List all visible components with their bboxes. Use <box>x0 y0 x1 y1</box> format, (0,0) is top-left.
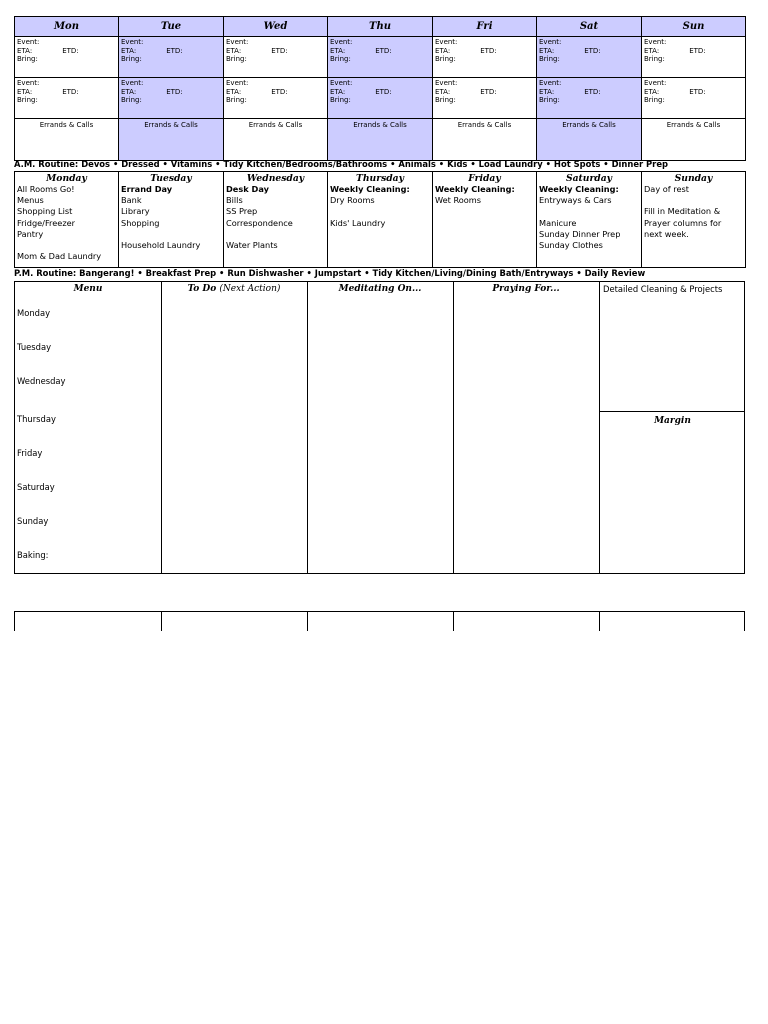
errands-row <box>15 119 746 161</box>
errands-label: Errands & Calls <box>144 121 198 129</box>
strip-col-2 <box>161 612 308 631</box>
event-row-2 <box>15 78 746 119</box>
etd-label: ETD: <box>166 46 183 55</box>
errands-label: Errands & Calls <box>248 121 303 129</box>
focus-task: Day of rest <box>644 184 689 194</box>
bring-label: Bring: <box>539 55 560 64</box>
eta-label: ETA: <box>539 46 555 55</box>
focus-blank-line <box>226 229 325 240</box>
detailed-cleaning-box <box>600 282 745 412</box>
etd-label: ETD: <box>166 87 183 96</box>
event-label: Event: <box>226 38 249 46</box>
focus-cell-friday <box>433 172 537 268</box>
event-label: Event: <box>435 38 458 46</box>
eta-label: ETA: <box>17 87 33 96</box>
errands-cell-thu[interactable] <box>328 119 433 161</box>
focus-task: Prayer columns for <box>644 217 722 228</box>
event-cell-tue[interactable] <box>119 37 224 78</box>
event-label: Event: <box>539 79 562 87</box>
day-header-mon: Mon <box>15 17 119 37</box>
focus-task: Wet Rooms <box>435 195 482 206</box>
eta-label: ETA: <box>226 46 242 55</box>
bring-label: Bring: <box>226 55 247 64</box>
focus-cell-thursday <box>328 172 433 268</box>
focus-task: Pantry <box>17 228 44 239</box>
etd-label: ETD: <box>689 46 706 55</box>
focus-cell-tuesday <box>119 172 224 268</box>
todo-header <box>161 284 307 294</box>
focus-cell-sunday <box>642 172 746 268</box>
meditating-column <box>307 282 454 573</box>
eta-label: ETA: <box>17 46 33 55</box>
menu-day-label: Baking: <box>17 550 49 560</box>
eta-label: ETA: <box>539 87 555 96</box>
bring-label: Bring: <box>17 96 38 105</box>
errands-cell-sun[interactable] <box>642 119 746 161</box>
menu-day-label: Tuesday <box>17 342 52 352</box>
focus-task: Weekly Cleaning: <box>330 184 410 194</box>
daily-focus-row <box>15 172 746 268</box>
etd-label: ETD: <box>480 87 497 96</box>
bring-label: Bring: <box>435 96 456 105</box>
bring-label: Bring: <box>17 55 38 64</box>
event-label: Event: <box>121 38 144 46</box>
event-cell-fri[interactable] <box>433 37 537 78</box>
focus-task: Weekly Cleaning: <box>539 184 619 194</box>
bring-label: Bring: <box>226 96 247 105</box>
focus-blank-line <box>539 206 639 217</box>
focus-cell-wednesday <box>224 172 328 268</box>
menu-column <box>15 282 162 573</box>
focus-task: next week. <box>644 228 689 239</box>
menu-day-label: Wednesday <box>17 376 66 386</box>
event-label: Event: <box>435 79 458 87</box>
bring-label: Bring: <box>330 55 351 64</box>
focus-day-title: Tuesday <box>150 173 192 184</box>
focus-task: Correspondence <box>226 217 293 228</box>
focus-blank-line <box>17 240 116 251</box>
event-cell-sun[interactable] <box>642 78 746 119</box>
eta-label: ETA: <box>121 87 137 96</box>
errands-label: Errands & Calls <box>457 121 512 129</box>
event-cell-sun[interactable] <box>642 37 746 78</box>
focus-task: SS Prep <box>226 206 258 217</box>
day-header-fri: Fri <box>433 17 537 37</box>
focus-day-title: Thursday <box>356 173 404 184</box>
am-routine-label: A.M. Routine: <box>14 159 79 169</box>
event-cell-thu[interactable] <box>328 37 433 78</box>
focus-blank-line <box>644 195 743 206</box>
day-header-sun: Sun <box>642 17 746 37</box>
praying-column <box>453 282 600 573</box>
todo-subtitle: (Next Action) <box>219 284 281 294</box>
etd-label: ETD: <box>62 87 79 96</box>
event-row-1 <box>15 37 746 78</box>
eta-label: ETA: <box>226 87 242 96</box>
day-header-sat: Sat <box>537 17 642 37</box>
bring-label: Bring: <box>330 96 351 105</box>
event-label: Event: <box>644 79 667 87</box>
margin-title: Margin <box>654 416 691 426</box>
strip-col-4 <box>453 612 600 631</box>
event-cell-tue[interactable] <box>119 78 224 119</box>
strip-col-3 <box>307 612 454 631</box>
bring-label: Bring: <box>121 96 142 105</box>
weekly-schedule-grid <box>14 16 746 161</box>
errands-label: Errands & Calls <box>353 121 407 129</box>
next-page-strip <box>14 611 745 631</box>
am-routine-text: Devos • Dressed • Vitamins • Tidy Kitchen/Bedrooms/Bathrooms • Animals • Kids • Load Laundry • Hot Spots • Dinner Prep <box>81 159 668 169</box>
planner-section <box>14 281 745 574</box>
focus-task: Household Laundry <box>121 240 201 250</box>
focus-task: Desk Day <box>226 184 269 194</box>
event-cell-mon[interactable] <box>15 37 119 78</box>
focus-task: Kids' Laundry <box>330 217 386 228</box>
focus-task: Shopping <box>121 217 160 228</box>
event-cell-mon[interactable] <box>15 78 119 119</box>
etd-label: ETD: <box>375 46 392 55</box>
bring-label: Bring: <box>539 96 560 105</box>
event-label: Event: <box>330 79 353 87</box>
focus-task: Fridge/Freezer <box>17 217 76 228</box>
errands-cell-wed[interactable] <box>224 119 328 161</box>
event-cell-sat[interactable] <box>537 78 642 119</box>
focus-task: Sunday Dinner Prep <box>539 228 621 239</box>
event-label: Event: <box>644 38 667 46</box>
focus-task: Bank <box>121 195 142 206</box>
praying-title: Praying For... <box>492 284 560 294</box>
day-header-wed: Wed <box>224 17 328 37</box>
event-label: Event: <box>17 38 40 46</box>
errands-cell-tue[interactable] <box>119 119 224 161</box>
menu-day-label: Saturday <box>17 482 55 492</box>
event-cell-thu[interactable] <box>328 78 433 119</box>
strip-col-1 <box>15 612 162 631</box>
menu-day-label: Sunday <box>17 516 49 526</box>
focus-task: Dry Rooms <box>330 195 375 206</box>
errands-cell-mon[interactable] <box>15 119 119 161</box>
event-label: Event: <box>121 79 144 87</box>
am-routine <box>14 159 668 169</box>
event-cell-wed[interactable] <box>224 37 328 78</box>
pm-routine-label: P.M. Routine: <box>14 268 77 278</box>
etd-label: ETD: <box>271 46 288 55</box>
eta-label: ETA: <box>644 46 660 55</box>
menu-day-label: Friday <box>17 448 43 458</box>
focus-task: Manicure <box>539 217 577 228</box>
focus-blank-line <box>330 206 430 217</box>
eta-label: ETA: <box>435 46 451 55</box>
focus-task: Fill in Meditation & <box>644 206 721 217</box>
focus-blank-line <box>121 229 221 240</box>
day-header-row <box>15 17 746 37</box>
bring-label: Bring: <box>435 55 456 64</box>
event-label: Event: <box>17 79 40 87</box>
meditating-title: Meditating On... <box>338 284 422 294</box>
focus-day-title: Friday <box>468 173 501 184</box>
menu-title: Menu <box>73 284 103 294</box>
focus-task: All Rooms Go! <box>17 184 75 194</box>
daily-focus-table <box>14 171 746 268</box>
event-cell-wed[interactable] <box>224 78 328 119</box>
errands-label: Errands & Calls <box>666 121 721 129</box>
errands-label: Errands & Calls <box>39 121 94 129</box>
eta-label: ETA: <box>435 87 451 96</box>
etd-label: ETD: <box>375 87 392 96</box>
pm-routine-text: Bangerang! • Breakfast Prep • Run Dishwasher • Jumpstart • Tidy Kitchen/Living/Dining Bath/Entryways • Daily Review <box>79 268 646 278</box>
todo-column <box>161 282 308 573</box>
focus-task: Mom & Dad Laundry <box>17 251 102 262</box>
detailed-cleaning-title: Detailed Cleaning & Projects <box>603 284 723 294</box>
todo-title: To Do <box>187 284 217 294</box>
bring-label: Bring: <box>644 55 665 64</box>
errands-cell-fri[interactable] <box>433 119 537 161</box>
etd-label: ETD: <box>271 87 288 96</box>
focus-cell-saturday <box>537 172 642 268</box>
event-cell-fri[interactable] <box>433 78 537 119</box>
etd-label: ETD: <box>584 46 601 55</box>
event-label: Event: <box>330 38 353 46</box>
pm-routine <box>14 268 645 278</box>
focus-task: Water Plants <box>226 240 278 250</box>
eta-label: ETA: <box>330 87 346 96</box>
focus-day-title: Wednesday <box>246 173 305 184</box>
event-label: Event: <box>226 79 249 87</box>
etd-label: ETD: <box>689 87 706 96</box>
focus-task: Entryways & Cars <box>539 195 612 206</box>
focus-task: Bills <box>226 195 243 206</box>
focus-day-title: Monday <box>46 173 87 184</box>
focus-task: Library <box>121 206 150 217</box>
focus-task: Menus <box>17 195 44 206</box>
menu-day-label: Monday <box>17 308 51 318</box>
focus-task: Weekly Cleaning: <box>435 184 515 194</box>
bring-label: Bring: <box>121 55 142 64</box>
day-header-tue: Tue <box>119 17 224 37</box>
focus-task: Sunday Clothes <box>539 240 603 250</box>
event-cell-sat[interactable] <box>537 37 642 78</box>
focus-day-title: Saturday <box>565 173 613 184</box>
eta-label: ETA: <box>644 87 660 96</box>
eta-label: ETA: <box>121 46 137 55</box>
day-header-thu: Thu <box>328 17 433 37</box>
eta-label: ETA: <box>330 46 346 55</box>
etd-label: ETD: <box>480 46 497 55</box>
etd-label: ETD: <box>62 46 79 55</box>
focus-task: Shopping List <box>17 206 73 217</box>
errands-label: Errands & Calls <box>562 121 616 129</box>
focus-cell-monday <box>15 172 119 268</box>
menu-day-label: Thursday <box>17 414 56 424</box>
focus-day-title: Sunday <box>674 173 713 184</box>
etd-label: ETD: <box>584 87 601 96</box>
bring-label: Bring: <box>644 96 665 105</box>
focus-task: Errand Day <box>121 184 173 194</box>
event-label: Event: <box>539 38 562 46</box>
errands-cell-sat[interactable] <box>537 119 642 161</box>
